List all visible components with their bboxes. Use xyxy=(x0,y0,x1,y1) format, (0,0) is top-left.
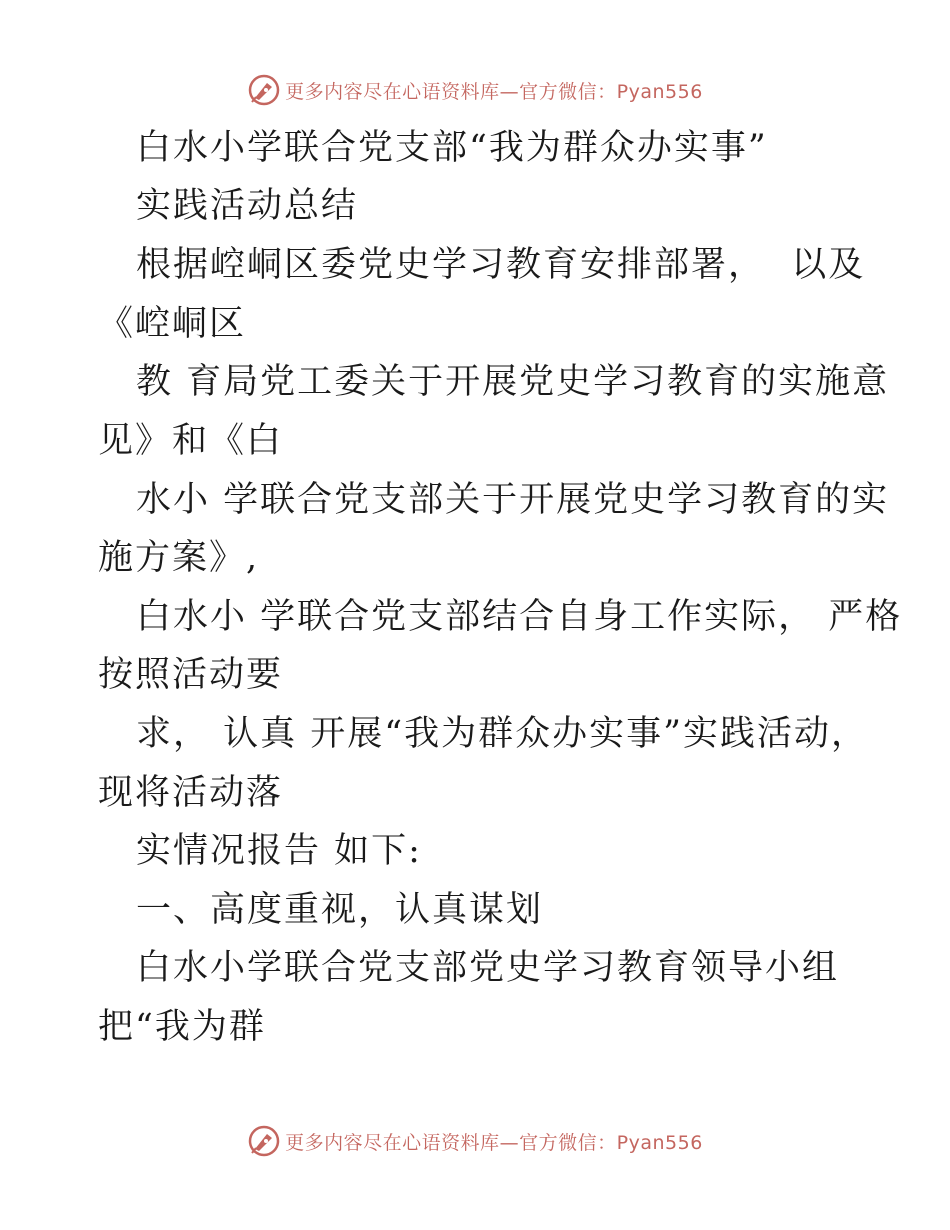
text-line: 求， 认真 开展“我为群众办实事”实践活动， xyxy=(136,714,869,754)
text-line: 根据崆峒区委党史学习教育安排部署， 以及 xyxy=(136,245,866,285)
text-line: 白水小 学联合党支部结合自身工作实际， 严格 xyxy=(136,597,903,637)
pen-nib-logo-icon xyxy=(247,73,281,107)
text-line: 白水小学联合党支部党史学习教育领导小组 xyxy=(136,948,840,988)
text-line: 教 育局党工委关于开展党史学习教育的实施意 xyxy=(136,362,890,402)
text-line: 把“我为群 xyxy=(98,1007,266,1047)
watermark-header xyxy=(0,70,950,110)
text-line: 按照活动要 xyxy=(98,655,284,695)
watermark-footer xyxy=(0,1121,950,1161)
text-line: 实践活动总结 xyxy=(136,186,359,226)
watermark-text: 更多内容尽在心语资料库—官方微信：Pyan556 xyxy=(285,80,703,103)
text-line: 见》和《白 xyxy=(98,421,284,461)
section-heading: 一、高度重视，认真谋划 xyxy=(136,890,544,930)
text-line: 白水小学联合党支部“我为群众办实事” xyxy=(136,128,768,168)
watermark-text: 更多内容尽在心语资料库—官方微信：Pyan556 xyxy=(285,1131,703,1154)
pen-nib-logo-icon xyxy=(247,1124,281,1158)
text-line: 《崆峒区 xyxy=(98,304,247,344)
text-line: 水小 学联合党支部关于开展党史学习教育的实 xyxy=(136,480,890,520)
text-line: 施方案》, xyxy=(98,538,260,578)
text-line: 实情况报告 如下: xyxy=(136,831,422,871)
text-line: 现将活动落 xyxy=(98,773,284,813)
